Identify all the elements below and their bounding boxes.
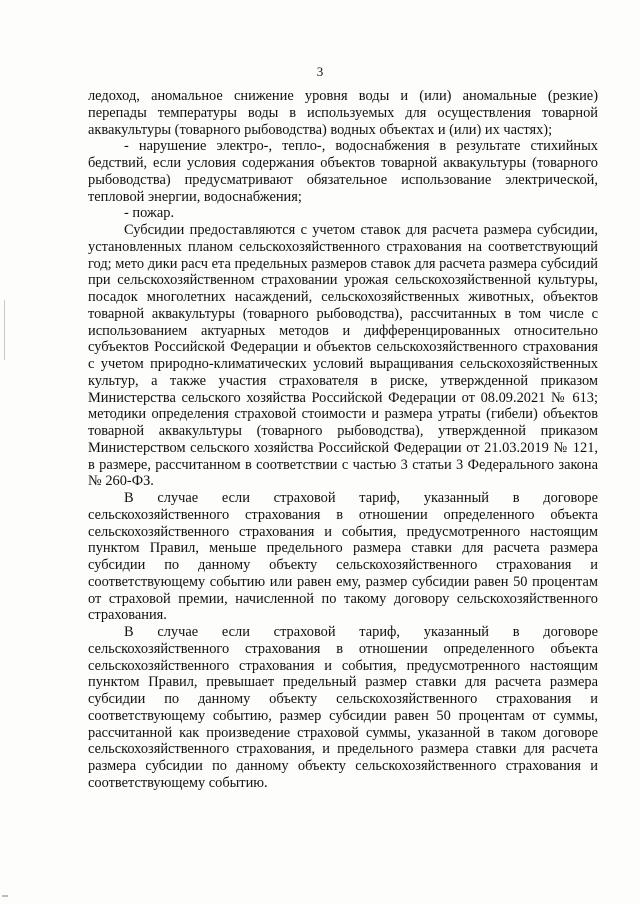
page-number: 3 [316,64,324,79]
paragraph-list-item-fire: - пожар. [124,205,175,222]
paragraph-tariff-below-limit: В случае если страховой тариф, указанный в договоре сельскохозяйственного страхования в отношении определенного объекта сельскохозяйственного страхования и события, предусмотренного настоящим пунктом Правил, меньше предельного размера ставки для расчета размера субсидии по данному объекту сельскохозяйственного страхования и соответствующему событию или равен ему, размер субсидии равен 50 процентам от страховой премии, начисленной по такому договору сельскохозяйственного страхования. [88,490,598,624]
scan-corner-mark [2,895,8,897]
scan-margin-mark [4,300,5,360]
paragraph-list-item-power-outage: - нарушение электро-, тепло-, водоснабжения в результате стихийных бедствий, если условия содержания объектов товарной аквакультуры (товарного рыбоводства) предусматривают обязательное использование электрической, тепловой энергии, водоснабжения; [88,138,598,205]
paragraph-tariff-above-limit: В случае если страховой тариф, указанный в договоре сельскохозяйственного страхования в отношении определенного объекта сельскохозяйственного страхования и события, предусмотренного настоящим пунктом Правил, превышает предельный размер ставки для расчета размера субсидии по данному объекту сельскохозяйственного страхования и соответствующему событию, размер субсидии равен 50 процентам от суммы, рассчитанной как произведение страховой суммы, указанной в таком договоре сельскохозяйственного страхования, и предельного размера ставки для расчета размера субсидии по данному объекту сельскохозяйственного страхования и соответствующему событию. [88,624,598,791]
paragraph-subsidy-rates: Субсидии предоставляются с учетом ставок для расчета размера субсидии, установленных планом сельскохозяйственного страхования на соответствующий год; мето дики расч ета предельных размеров ставок для расчета размера субсидий при сельскохозяйственном страховании урожая сельскохозяйственной культуры, посадок многолетних насаждений, сельскохозяйственных животных, объектов товарной аквакультуры (товарного рыбоводства), рассчитанных в том числе с использованием актуарных методов и дифференцированных относительно субъектов Российской Федерации и объектов сельскохозяйственного страхования с учетом природно-климатических условий выращивания сельскохозяйственных культур, а также участия страхователя в риске, утвержденной приказом Министерства сельского хозяйства Российской Федерации от 08.09.2021 № 613; методики определения страховой стоимости и размера утраты (гибели) объектов товарной аквакультуры (товарного рыбоводства), утвержденной приказом Министерством сельского хозяйства Российской Федерации от 21.03.2019 № 121, в размере, рассчитанном в соответствии с частью 3 статьи 3 Федерального закона № 260-ФЗ. [88,222,598,490]
document-body [88,88,598,792]
paragraph-continued-list-item: ледоход, аномальное снижение уровня воды и (или) аномальные (резкие) перепады температуры воды в используемых для осуществления товарной аквакультуры (товарного рыбоводства) водных объектах и (или) их частях); [88,88,598,138]
